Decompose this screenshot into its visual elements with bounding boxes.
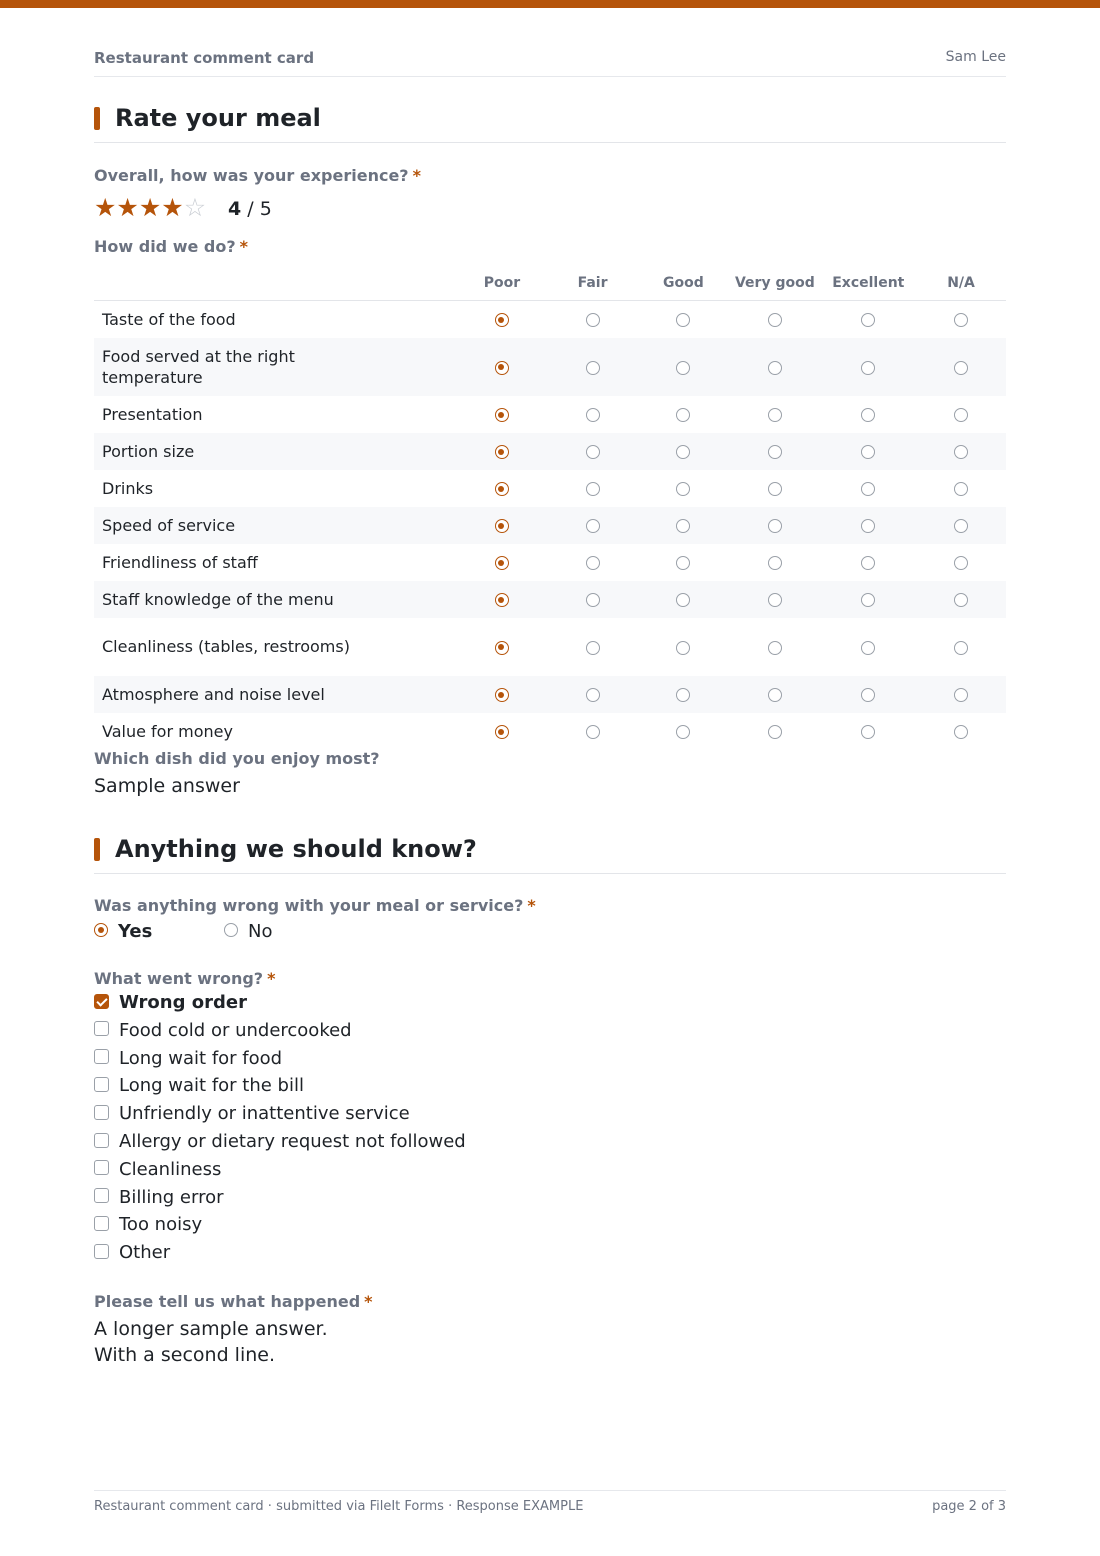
matrix-row (94, 433, 1006, 470)
question-what-wrong-label (94, 969, 275, 988)
matrix-row-label: Cleanliness (tables, restrooms) (102, 637, 350, 656)
question-text: Was anything wrong with your meal or service? (94, 896, 524, 915)
matrix-cell (638, 544, 730, 581)
radio-empty-icon[interactable] (768, 445, 782, 459)
matrix-cell (729, 507, 820, 544)
radio-empty-icon[interactable] (676, 408, 690, 422)
matrix-cell (916, 396, 1006, 433)
matrix-cell (638, 396, 730, 433)
star-rating[interactable] (94, 193, 206, 223)
matrix-cell (821, 676, 917, 713)
star-empty-icon[interactable]: ☆ (183, 193, 207, 222)
answer-line: With a second line. (94, 1344, 275, 1366)
page-header (94, 48, 1006, 77)
radio-selected-icon[interactable] (495, 519, 509, 533)
matrix-cell (821, 396, 917, 433)
radio-selected-icon[interactable] (94, 923, 108, 937)
question-wrong-label (94, 896, 536, 915)
radio-empty-icon[interactable] (861, 408, 875, 422)
checkbox-label: Other (119, 1242, 171, 1264)
radio-option-no[interactable] (224, 921, 272, 942)
required-marker: * (239, 237, 248, 256)
matrix-cell (547, 507, 637, 544)
matrix-cell (821, 470, 917, 507)
checkbox-option[interactable] (94, 1020, 352, 1046)
radio-option-yes[interactable] (94, 921, 152, 942)
matrix-cell (821, 713, 917, 750)
radio-empty-icon[interactable] (676, 519, 690, 533)
checkbox-label: Long wait for the bill (119, 1075, 304, 1097)
star-filled-icon[interactable]: ★ (161, 193, 184, 222)
matrix-cell (638, 507, 730, 544)
radio-empty-icon[interactable] (768, 482, 782, 496)
matrix-cell (916, 581, 1006, 618)
radio-empty-icon[interactable] (861, 445, 875, 459)
checkbox-label: Long wait for food (119, 1047, 283, 1069)
checkbox-option[interactable] (94, 1159, 221, 1185)
matrix-cell (916, 433, 1006, 470)
matrix-cell (456, 396, 547, 433)
required-marker: * (267, 969, 276, 988)
radio-label: Yes (118, 921, 153, 942)
matrix-header-row (94, 266, 1006, 301)
radio-empty-icon[interactable] (954, 688, 968, 702)
matrix-cell (729, 301, 820, 338)
matrix-cell (638, 676, 730, 713)
radio-selected-icon[interactable] (495, 482, 509, 496)
question-overall-label (94, 166, 421, 185)
radio-selected-icon[interactable] (495, 688, 509, 702)
matrix-row (94, 713, 1006, 750)
matrix-corner (94, 266, 456, 301)
matrix-cell (821, 507, 917, 544)
radio-empty-icon[interactable] (861, 313, 875, 327)
matrix-row-label: Portion size (102, 441, 195, 461)
checkbox-option[interactable] (94, 1187, 223, 1213)
checkbox-option[interactable] (94, 1075, 304, 1101)
required-marker: * (412, 166, 421, 185)
matrix-cell (547, 676, 637, 713)
question-text: How did we do? (94, 237, 236, 256)
radio-empty-icon[interactable] (768, 313, 782, 327)
matrix-cell (729, 713, 820, 750)
required-marker: * (527, 896, 536, 915)
matrix-row (94, 544, 1006, 581)
checkbox-label: Too noisy (119, 1214, 203, 1236)
radio-empty-icon[interactable] (861, 519, 875, 533)
checkbox-option[interactable] (94, 1242, 170, 1268)
radio-empty-icon[interactable] (861, 482, 875, 496)
matrix-cell (821, 433, 917, 470)
matrix-row (94, 470, 1006, 507)
checkbox-option[interactable] (94, 1131, 466, 1157)
matrix-cell (456, 676, 547, 713)
matrix-row (94, 338, 1006, 396)
matrix-cell (916, 713, 1006, 750)
matrix-row-label: Taste of the food (102, 309, 236, 329)
checkbox-empty-icon[interactable] (94, 1244, 109, 1259)
section-heading: Rate your meal (115, 104, 321, 132)
checkbox-label: Cleanliness (119, 1158, 222, 1180)
star-filled-icon[interactable]: ★ (116, 193, 139, 222)
radio-empty-icon[interactable] (586, 313, 600, 327)
radio-empty-icon[interactable] (586, 725, 600, 739)
matrix-row-label: Friendliness of staff (102, 552, 258, 572)
radio-empty-icon[interactable] (861, 688, 875, 702)
section-title-anything-we-should-know (94, 833, 1006, 874)
radio-empty-icon[interactable] (954, 641, 968, 655)
matrix-cell (729, 581, 820, 618)
radio-empty-icon[interactable] (676, 482, 690, 496)
matrix-cell (638, 581, 730, 618)
matrix-cell (916, 618, 1006, 676)
matrix-row-label: Staff knowledge of the menu (102, 589, 334, 609)
document-title: Restaurant comment card (94, 49, 315, 67)
question-text: Overall, how was your experience? (94, 166, 409, 185)
matrix-cell (916, 544, 1006, 581)
section-marker (94, 107, 100, 130)
radio-empty-icon[interactable] (676, 641, 690, 655)
matrix-cell (638, 301, 730, 338)
matrix-cell (821, 544, 917, 581)
radio-empty-icon[interactable] (954, 445, 968, 459)
checkbox-empty-icon[interactable] (94, 1105, 109, 1120)
matrix-column-header: Very good (729, 266, 820, 301)
matrix-cell (729, 676, 820, 713)
matrix-cell (821, 301, 917, 338)
checkbox-label: Unfriendly or inattentive service (119, 1103, 410, 1125)
radio-empty-icon[interactable] (861, 556, 875, 570)
radio-empty-icon[interactable] (768, 725, 782, 739)
radio-empty-icon[interactable] (954, 725, 968, 739)
radio-selected-icon[interactable] (495, 593, 509, 607)
radio-empty-icon[interactable] (861, 641, 875, 655)
checkbox-empty-icon[interactable] (94, 1133, 109, 1148)
radio-empty-icon[interactable] (861, 361, 875, 375)
matrix-cell (456, 581, 547, 618)
checkbox-empty-icon[interactable] (94, 1077, 109, 1092)
matrix-cell (729, 544, 820, 581)
matrix-cell (916, 301, 1006, 338)
radio-selected-icon[interactable] (495, 641, 509, 655)
radio-empty-icon[interactable] (586, 556, 600, 570)
radio-empty-icon[interactable] (954, 482, 968, 496)
matrix-cell (547, 301, 637, 338)
radio-selected-icon[interactable] (495, 408, 509, 422)
radio-empty-icon[interactable] (224, 923, 238, 937)
answer-line: A longer sample answer. (94, 1318, 328, 1340)
matrix-column-header: N/A (916, 266, 1006, 301)
rating-max: / 5 (241, 198, 272, 220)
checkbox-option[interactable] (94, 1048, 282, 1074)
radio-empty-icon[interactable] (861, 725, 875, 739)
matrix-column-header: Excellent (821, 266, 917, 301)
checkbox-option[interactable] (94, 992, 247, 1018)
top-accent-bar (0, 0, 1100, 8)
star-filled-icon[interactable]: ★ (138, 193, 162, 222)
radio-empty-icon[interactable] (768, 361, 782, 375)
respondent-name: Sam Lee (945, 49, 1006, 65)
matrix-cell (916, 676, 1006, 713)
radio-empty-icon[interactable] (954, 313, 968, 327)
matrix-cell (638, 338, 730, 396)
matrix-cell (821, 338, 917, 396)
required-marker: * (364, 1292, 373, 1311)
matrix-cell (547, 470, 637, 507)
radio-empty-icon[interactable] (768, 408, 782, 422)
radio-empty-icon[interactable] (676, 725, 690, 739)
matrix-cell (821, 618, 917, 676)
matrix-cell (547, 396, 637, 433)
radio-empty-icon[interactable] (676, 688, 690, 702)
matrix-cell (456, 470, 547, 507)
footer-info: Restaurant comment card · submitted via FileIt Forms · Response EXAMPLE (94, 1499, 584, 1514)
radio-label: No (248, 921, 273, 942)
radio-empty-icon[interactable] (768, 519, 782, 533)
checkbox-empty-icon[interactable] (94, 1188, 109, 1203)
matrix-row (94, 676, 1006, 713)
checkbox-option[interactable] (94, 1103, 410, 1129)
section-title-rate-your-meal (94, 102, 1006, 143)
matrix-cell (729, 618, 820, 676)
matrix-cell (729, 433, 820, 470)
radio-empty-icon[interactable] (676, 361, 690, 375)
radio-empty-icon[interactable] (954, 361, 968, 375)
checkbox-empty-icon[interactable] (94, 1216, 109, 1231)
radio-selected-icon[interactable] (495, 725, 509, 739)
radio-selected-icon[interactable] (495, 445, 509, 459)
matrix-cell (916, 338, 1006, 396)
question-text: Please tell us what happened (94, 1292, 361, 1311)
matrix-cell (729, 396, 820, 433)
matrix-cell (547, 544, 637, 581)
checkbox-label: Food cold or undercooked (119, 1019, 352, 1041)
question-text: What went wrong? (94, 969, 264, 988)
radio-empty-icon[interactable] (768, 688, 782, 702)
radio-empty-icon[interactable] (586, 688, 600, 702)
matrix-cell (729, 470, 820, 507)
question-dish-label (94, 749, 380, 768)
matrix-cell (456, 338, 547, 396)
radio-empty-icon[interactable] (861, 593, 875, 607)
matrix-cell (456, 618, 547, 676)
matrix-column-header: Poor (456, 266, 547, 301)
radio-empty-icon[interactable] (954, 408, 968, 422)
radio-empty-icon[interactable] (586, 361, 600, 375)
matrix-row-label: Value for money (102, 721, 233, 741)
radio-empty-icon[interactable] (586, 408, 600, 422)
radio-selected-icon[interactable] (495, 313, 509, 327)
section-heading: Anything we should know? (115, 835, 477, 863)
checkbox-checked-icon[interactable] (94, 994, 109, 1009)
matrix-cell (456, 507, 547, 544)
radio-empty-icon[interactable] (676, 593, 690, 607)
question-text: Which dish did you enjoy most? (94, 749, 380, 768)
matrix-column-header: Fair (547, 266, 637, 301)
checkbox-option[interactable] (94, 1214, 202, 1240)
matrix-cell (456, 544, 547, 581)
question-tell-label (94, 1292, 373, 1311)
rating-matrix (94, 266, 1006, 750)
radio-empty-icon[interactable] (586, 482, 600, 496)
matrix-cell (638, 713, 730, 750)
rating-value (228, 198, 272, 220)
matrix-row-label: Presentation (102, 404, 203, 424)
checkbox-empty-icon[interactable] (94, 1021, 109, 1036)
page-number: page 2 of 3 (932, 1499, 1006, 1514)
radio-empty-icon[interactable] (676, 556, 690, 570)
matrix-cell (547, 713, 637, 750)
radio-empty-icon[interactable] (954, 593, 968, 607)
radio-empty-icon[interactable] (586, 445, 600, 459)
matrix-cell (547, 581, 637, 618)
matrix-cell (456, 713, 547, 750)
dish-answer: Sample answer (94, 775, 240, 797)
radio-selected-icon[interactable] (495, 361, 509, 375)
checkbox-label: Billing error (119, 1186, 224, 1208)
matrix-cell (638, 618, 730, 676)
tell-answer (94, 1316, 328, 1368)
matrix-row (94, 581, 1006, 618)
radio-empty-icon[interactable] (586, 641, 600, 655)
matrix-cell (916, 507, 1006, 544)
radio-empty-icon[interactable] (954, 519, 968, 533)
radio-empty-icon[interactable] (954, 556, 968, 570)
checkbox-empty-icon[interactable] (94, 1049, 109, 1064)
radio-empty-icon[interactable] (676, 445, 690, 459)
matrix-row-label: Drinks (102, 478, 154, 498)
matrix-cell (638, 433, 730, 470)
radio-empty-icon[interactable] (768, 641, 782, 655)
section-marker (94, 838, 100, 861)
checkbox-label: Allergy or dietary request not followed (119, 1131, 466, 1152)
matrix-cell (456, 301, 547, 338)
matrix-row (94, 396, 1006, 433)
star-filled-icon[interactable]: ★ (94, 193, 117, 222)
matrix-cell (729, 338, 820, 396)
matrix-cell (456, 433, 547, 470)
radio-empty-icon[interactable] (586, 519, 600, 533)
matrix-cell (547, 433, 637, 470)
matrix-cell (821, 581, 917, 618)
matrix-cell (916, 470, 1006, 507)
radio-selected-icon[interactable] (495, 556, 509, 570)
matrix-row (94, 507, 1006, 544)
matrix-row-label: Food served at the right temperature (102, 346, 295, 387)
radio-empty-icon[interactable] (676, 313, 690, 327)
matrix-column-header: Good (638, 266, 730, 301)
matrix-row (94, 618, 1006, 676)
matrix-row-label: Atmosphere and noise level (102, 684, 325, 704)
radio-empty-icon[interactable] (768, 593, 782, 607)
radio-empty-icon[interactable] (768, 556, 782, 570)
matrix-cell (547, 338, 637, 396)
checkbox-empty-icon[interactable] (94, 1160, 109, 1175)
matrix-cell (547, 618, 637, 676)
rating-number: 4 (228, 198, 242, 220)
matrix-row (94, 301, 1006, 338)
radio-empty-icon[interactable] (586, 593, 600, 607)
page-footer (94, 1490, 1006, 1521)
matrix-cell (638, 470, 730, 507)
matrix-row-label: Speed of service (102, 515, 236, 535)
checkbox-label: Wrong order (119, 992, 247, 1013)
question-grid-label (94, 237, 248, 256)
